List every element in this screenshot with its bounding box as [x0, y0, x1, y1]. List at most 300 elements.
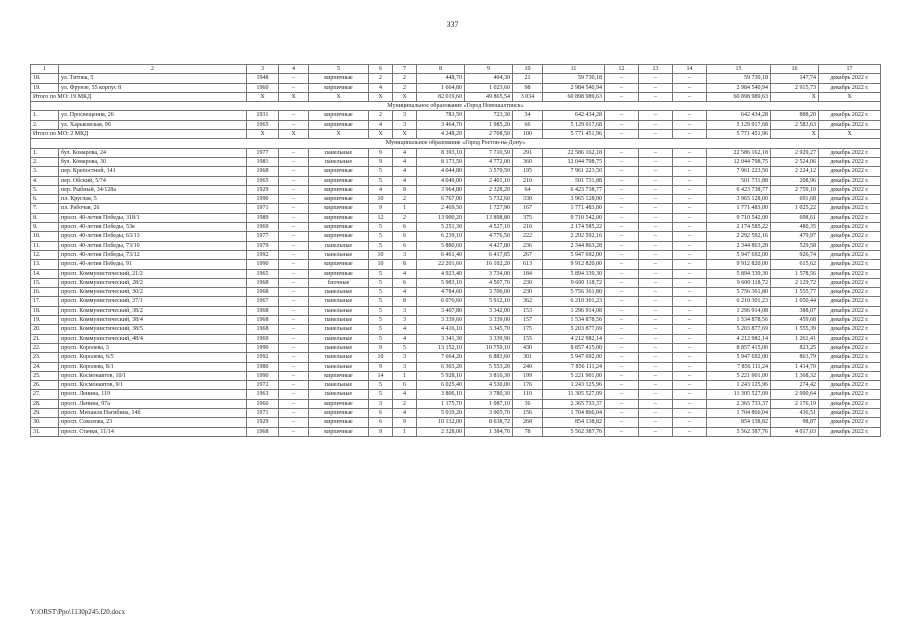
- table-cell: 4 530,00: [465, 381, 513, 390]
- table-cell: –: [605, 176, 639, 185]
- table-cell: –: [605, 278, 639, 287]
- table-cell: –: [279, 325, 309, 334]
- table-cell: декабрь 2022 г.: [819, 83, 881, 92]
- table-cell: 8 857 415,00: [543, 343, 605, 352]
- table-row: [31, 278, 881, 287]
- table-cell: –: [639, 250, 673, 259]
- table-cell: 4 772,00: [465, 157, 513, 166]
- table-cell: –: [639, 343, 673, 352]
- table-cell: –: [279, 241, 309, 250]
- table-cell: 4 776,50: [465, 232, 513, 241]
- table-cell: кирпичные: [309, 418, 369, 427]
- municipality-section-row: [31, 102, 881, 111]
- table-cell: 1948: [247, 74, 279, 83]
- table-cell: 176: [513, 381, 543, 390]
- table-cell: кирпичные: [309, 408, 369, 417]
- table-cell: 4: [393, 288, 417, 297]
- table-cell: 268: [513, 418, 543, 427]
- table-cell: 2 344 863,28: [543, 241, 605, 250]
- table-cell: 6.: [31, 195, 59, 204]
- table-cell: 501 731,88: [543, 176, 605, 185]
- table-cell: кирпичные: [309, 176, 369, 185]
- total-label: Итого по МО: 2 МКД: [31, 130, 247, 139]
- table-cell: –: [673, 83, 707, 92]
- table-cell: –: [673, 185, 707, 194]
- table-cell: –: [605, 427, 639, 436]
- table-cell: 110: [513, 390, 543, 399]
- table-cell: –: [279, 390, 309, 399]
- table-cell: 1989: [247, 213, 279, 222]
- table-cell: 184: [513, 269, 543, 278]
- table-row: [31, 204, 881, 213]
- table-cell: 155: [513, 334, 543, 343]
- table-cell: 2 401,10: [465, 176, 513, 185]
- table-cell: 22 201,60: [417, 260, 465, 269]
- table-cell: 1 771 483,00: [707, 204, 771, 213]
- table-cell: 5 203 877,69: [543, 325, 605, 334]
- table-cell: –: [605, 381, 639, 390]
- table-cell: просп. Королева, 8/1: [59, 362, 247, 371]
- total-cell: X: [309, 92, 369, 101]
- table-cell: 3: [393, 353, 417, 362]
- table-cell: –: [279, 223, 309, 232]
- table-cell: –: [639, 278, 673, 287]
- table-cell: –: [279, 427, 309, 436]
- table-cell: 5 129 017,68: [543, 120, 605, 129]
- table-cell: –: [639, 111, 673, 120]
- table-cell: 3 816,30: [465, 371, 513, 380]
- table-cell: 8: [393, 297, 417, 306]
- total-label: Итого по МО: 19 МКД: [31, 92, 247, 101]
- table-cell: 3 734,00: [465, 269, 513, 278]
- table-cell: 2 129,72: [771, 278, 819, 287]
- table-cell: 5 221 901,00: [543, 371, 605, 380]
- table-row: [31, 399, 881, 408]
- table-cell: –: [673, 204, 707, 213]
- table-cell: 4 507,70: [465, 278, 513, 287]
- table-cell: панельные: [309, 325, 369, 334]
- column-number-cell: 10: [513, 65, 543, 74]
- table-cell: 8 393,10: [417, 148, 465, 157]
- table-cell: 4: [393, 176, 417, 185]
- table-cell: –: [673, 167, 707, 176]
- table-cell: 5 928,10: [417, 371, 465, 380]
- table-cell: 1 243 125,96: [707, 381, 771, 390]
- table-cell: 1979: [247, 241, 279, 250]
- table-cell: просп. Коммунистический, 38/4: [59, 316, 247, 325]
- table-cell: панельные: [309, 157, 369, 166]
- table-cell: 24.: [31, 362, 59, 371]
- total-cell: 60 898 989,63: [543, 92, 605, 101]
- table-cell: 195: [513, 167, 543, 176]
- table-cell: 2 469,50: [417, 204, 465, 213]
- table-cell: 6 883,60: [465, 353, 513, 362]
- table-cell: –: [279, 120, 309, 129]
- table-cell: 5 562 387,76: [707, 427, 771, 436]
- table-cell: 3: [393, 120, 417, 129]
- table-cell: 9 912 820,00: [707, 260, 771, 269]
- table-cell: ул. Просвещения, 26: [59, 111, 247, 120]
- column-number-cell: 6: [369, 65, 393, 74]
- table-cell: 9: [369, 204, 393, 213]
- table-row: [31, 148, 881, 157]
- table-cell: –: [673, 325, 707, 334]
- table-cell: 5 221 901,00: [707, 371, 771, 380]
- table-cell: панельные: [309, 334, 369, 343]
- table-cell: декабрь 2022 г.: [819, 204, 881, 213]
- table-cell: –: [639, 241, 673, 250]
- table-cell: –: [639, 213, 673, 222]
- table-cell: –: [605, 232, 639, 241]
- table-cell: 3 579,50: [465, 167, 513, 176]
- table-cell: –: [673, 427, 707, 436]
- table-cell: декабрь 2022 г.: [819, 185, 881, 194]
- column-number-cell: 12: [605, 65, 639, 74]
- table-cell: просп. 40-летия Победы, 73/10: [59, 241, 247, 250]
- column-number-cell: 15: [707, 65, 771, 74]
- table-cell: –: [639, 418, 673, 427]
- table-cell: 59 730,18: [543, 74, 605, 83]
- table-cell: 4 212 982,14: [707, 334, 771, 343]
- table-cell: 4: [393, 334, 417, 343]
- table-row: [31, 260, 881, 269]
- table-cell: –: [605, 306, 639, 315]
- table-cell: 6 303,20: [417, 362, 465, 371]
- table-cell: 1990: [247, 260, 279, 269]
- table-cell: –: [673, 362, 707, 371]
- table-cell: 8 638,72: [465, 418, 513, 427]
- table-cell: –: [639, 288, 673, 297]
- table-cell: –: [605, 213, 639, 222]
- table-cell: декабрь 2022 г.: [819, 74, 881, 83]
- total-cell: X: [369, 130, 393, 139]
- table-cell: 1965: [247, 120, 279, 129]
- table-cell: 1 023,60: [465, 83, 513, 92]
- table-cell: 1990: [247, 343, 279, 352]
- total-cell: –: [673, 92, 707, 101]
- table-cell: 5: [369, 316, 393, 325]
- table-cell: 1 771 483,00: [543, 204, 605, 213]
- table-cell: 26.: [31, 381, 59, 390]
- table-cell: 7 961 223,50: [543, 167, 605, 176]
- table-cell: 5: [369, 241, 393, 250]
- table-cell: 1931: [247, 111, 279, 120]
- table-cell: 5 947 692,00: [707, 250, 771, 259]
- table-cell: декабрь 2022 г.: [819, 157, 881, 166]
- table-cell: 22 586 162,18: [707, 148, 771, 157]
- table-cell: 23.: [31, 353, 59, 362]
- table-cell: 19.: [31, 316, 59, 325]
- table-cell: –: [605, 371, 639, 380]
- table-cell: –: [605, 418, 639, 427]
- table-cell: 854 138,82: [707, 418, 771, 427]
- table-cell: 5: [369, 325, 393, 334]
- table-cell: 1 578,56: [771, 269, 819, 278]
- column-number-cell: 11: [543, 65, 605, 74]
- table-cell: –: [279, 260, 309, 269]
- table-cell: –: [605, 408, 639, 417]
- table-cell: 3.: [31, 167, 59, 176]
- table-cell: 1971: [247, 204, 279, 213]
- table-cell: 9 912 820,00: [543, 260, 605, 269]
- table-cell: 5: [369, 269, 393, 278]
- table-cell: –: [605, 390, 639, 399]
- table-cell: 2 176,19: [771, 399, 819, 408]
- table-cell: 436,51: [771, 408, 819, 417]
- table-cell: просп. Михаила Нагибина, 14б: [59, 408, 247, 417]
- table-cell: 5: [369, 167, 393, 176]
- table-cell: 8: [393, 260, 417, 269]
- table-cell: 6: [369, 408, 393, 417]
- table-cell: 375: [513, 213, 543, 222]
- municipality-title: Муниципальное образование «Город Новошахтинск»: [31, 102, 881, 111]
- table-row: [31, 418, 881, 427]
- table-cell: 9 600 118,72: [543, 278, 605, 287]
- table-cell: 2.: [31, 120, 59, 129]
- table-cell: –: [279, 334, 309, 343]
- table-cell: 2: [393, 195, 417, 204]
- table-cell: 6 461,40: [417, 250, 465, 259]
- table-cell: 1.: [31, 111, 59, 120]
- table-cell: –: [673, 250, 707, 259]
- total-cell: –: [605, 130, 639, 139]
- table-cell: блочные: [309, 278, 369, 287]
- table-cell: –: [279, 167, 309, 176]
- table-cell: панельные: [309, 288, 369, 297]
- table-cell: кирпичные: [309, 111, 369, 120]
- table-row: [31, 167, 881, 176]
- table-cell: 888,20: [771, 111, 819, 120]
- table-cell: 5: [369, 278, 393, 287]
- column-number-cell: 1: [31, 65, 59, 74]
- table-cell: 1 384,70: [465, 427, 513, 436]
- table-row: [31, 353, 881, 362]
- table-cell: –: [605, 269, 639, 278]
- table-cell: 25.: [31, 371, 59, 380]
- table-row: [31, 250, 881, 259]
- table-cell: кирпичные: [309, 185, 369, 194]
- table-cell: декабрь 2022 г.: [819, 325, 881, 334]
- table-cell: 1 664,80: [417, 83, 465, 92]
- table-cell: 20.: [31, 325, 59, 334]
- table-cell: 3 965 128,00: [707, 195, 771, 204]
- table-cell: декабрь 2022 г.: [819, 213, 881, 222]
- table-cell: 34: [513, 111, 543, 120]
- table-cell: –: [605, 148, 639, 157]
- table-cell: 642 434,28: [543, 111, 605, 120]
- table-cell: декабрь 2022 г.: [819, 260, 881, 269]
- table-cell: кирпичные: [309, 260, 369, 269]
- table-cell: –: [605, 297, 639, 306]
- table-cell: 5 880,60: [417, 241, 465, 250]
- table-cell: 9: [369, 427, 393, 436]
- table-cell: 1 368,32: [771, 371, 819, 380]
- table-cell: 222: [513, 232, 543, 241]
- table-cell: декабрь 2022 г.: [819, 278, 881, 287]
- table-cell: 7 856 111,24: [543, 362, 605, 371]
- table-cell: 1971: [247, 408, 279, 417]
- table-cell: –: [605, 120, 639, 129]
- table-cell: –: [639, 260, 673, 269]
- table-cell: –: [639, 269, 673, 278]
- table-cell: –: [673, 241, 707, 250]
- table-cell: –: [279, 418, 309, 427]
- table-cell: 3 407,80: [417, 306, 465, 315]
- table-cell: пер. Обский, 5/74: [59, 176, 247, 185]
- table-cell: декабрь 2022 г.: [819, 362, 881, 371]
- table-cell: –: [673, 343, 707, 352]
- page-number: 337: [446, 20, 459, 29]
- table-cell: –: [279, 371, 309, 380]
- total-cell: 2 708,50: [465, 130, 513, 139]
- table-cell: панельные: [309, 353, 369, 362]
- table-cell: –: [279, 185, 309, 194]
- table-cell: 2 174 585,22: [543, 223, 605, 232]
- table-cell: 1960: [247, 83, 279, 92]
- table-cell: 59 730,18: [707, 74, 771, 83]
- table-cell: 175: [513, 325, 543, 334]
- table-cell: 153: [513, 306, 543, 315]
- table-cell: –: [639, 325, 673, 334]
- table-cell: просп. Коммунистический, 30/2: [59, 288, 247, 297]
- table-cell: –: [673, 148, 707, 157]
- table-cell: декабрь 2022 г.: [819, 399, 881, 408]
- table-cell: 6: [369, 418, 393, 427]
- table-cell: –: [673, 223, 707, 232]
- table-cell: 8.: [31, 213, 59, 222]
- table-cell: 1 050,44: [771, 297, 819, 306]
- table-cell: 823,25: [771, 343, 819, 352]
- total-cell: X: [279, 92, 309, 101]
- total-cell: –: [673, 130, 707, 139]
- table-cell: 230: [513, 278, 543, 287]
- table-cell: 21: [513, 74, 543, 83]
- table-cell: 1: [393, 204, 417, 213]
- table-cell: декабрь 2022 г.: [819, 195, 881, 204]
- table-cell: 210: [513, 176, 543, 185]
- table-cell: –: [673, 176, 707, 185]
- table-cell: –: [279, 297, 309, 306]
- table-cell: –: [673, 288, 707, 297]
- table-cell: 360: [513, 157, 543, 166]
- table-cell: 5: [393, 343, 417, 352]
- table-cell: декабрь 2022 г.: [819, 269, 881, 278]
- table-cell: 14.: [31, 269, 59, 278]
- total-cell: 49 865,54: [465, 92, 513, 101]
- table-cell: пер. Рыбный, 34/128а: [59, 185, 247, 194]
- table-cell: 5: [369, 232, 393, 241]
- table-cell: 7 710,50: [465, 148, 513, 157]
- table-cell: 9.: [31, 223, 59, 232]
- table-cell: 267: [513, 250, 543, 259]
- table-cell: кирпичные: [309, 399, 369, 408]
- table-cell: 210: [513, 223, 543, 232]
- table-cell: 27.: [31, 390, 59, 399]
- table-cell: 3 780,30: [465, 390, 513, 399]
- table-cell: 1977: [247, 232, 279, 241]
- total-cell: X: [819, 92, 881, 101]
- table-cell: пл. Круглая, 5: [59, 195, 247, 204]
- table-cell: 240: [513, 362, 543, 371]
- table-cell: 6 423 738,77: [543, 185, 605, 194]
- total-cell: 5 771 451,96: [707, 130, 771, 139]
- table-cell: пер. Крепостной, 141: [59, 167, 247, 176]
- table-cell: 13 898,80: [465, 213, 513, 222]
- table-cell: –: [279, 353, 309, 362]
- table-cell: 1 985,20: [465, 120, 513, 129]
- table-cell: декабрь 2022 г.: [819, 250, 881, 259]
- table-cell: 3 339,60: [417, 316, 465, 325]
- table-cell: декабрь 2022 г.: [819, 316, 881, 325]
- table-cell: 28.: [31, 399, 59, 408]
- table-cell: –: [605, 288, 639, 297]
- table-cell: декабрь 2022 г.: [819, 120, 881, 129]
- table-cell: декабрь 2022 г.: [819, 418, 881, 427]
- table-cell: просп. 40-летия Победы, 63/13: [59, 232, 247, 241]
- table-cell: –: [673, 306, 707, 315]
- table-cell: 4 416,10: [417, 325, 465, 334]
- table-cell: декабрь 2022 г.: [819, 111, 881, 120]
- table-cell: 6 423 738,77: [707, 185, 771, 194]
- table-cell: –: [673, 353, 707, 362]
- table-cell: 2 344 863,28: [707, 241, 771, 250]
- table-cell: просп. Королева, 6/5: [59, 353, 247, 362]
- table-cell: 12 044 798,75: [543, 157, 605, 166]
- table-cell: 5: [369, 223, 393, 232]
- table-cell: –: [605, 223, 639, 232]
- table-cell: 5.: [31, 185, 59, 194]
- table-row: [31, 362, 881, 371]
- table-cell: –: [279, 213, 309, 222]
- table-cell: 2 990,64: [771, 390, 819, 399]
- table-cell: –: [279, 408, 309, 417]
- table-cell: –: [639, 204, 673, 213]
- table-cell: 3: [369, 399, 393, 408]
- table-cell: 1972: [247, 381, 279, 390]
- table-cell: –: [639, 362, 673, 371]
- table-cell: –: [673, 232, 707, 241]
- table-cell: –: [639, 399, 673, 408]
- table-cell: 1: [393, 371, 417, 380]
- table-cell: кирпичные: [309, 269, 369, 278]
- table-cell: кирпичные: [309, 167, 369, 176]
- table-cell: 156: [513, 408, 543, 417]
- table-cell: 6 025,40: [417, 381, 465, 390]
- table-cell: –: [673, 316, 707, 325]
- table-cell: –: [639, 381, 673, 390]
- table-cell: 1992: [247, 250, 279, 259]
- table-cell: 199: [513, 371, 543, 380]
- table-cell: декабрь 2022 г.: [819, 297, 881, 306]
- table-cell: 147,74: [771, 74, 819, 83]
- table-cell: 4: [369, 120, 393, 129]
- table-cell: 4.: [31, 176, 59, 185]
- table-cell: 4: [393, 390, 417, 399]
- table-cell: 1969: [247, 334, 279, 343]
- table-cell: 1960: [247, 399, 279, 408]
- table-cell: панельные: [309, 390, 369, 399]
- table-cell: 863,79: [771, 353, 819, 362]
- table-cell: 6 417,85: [465, 250, 513, 259]
- table-cell: просп. Ленина, 97а: [59, 399, 247, 408]
- table-cell: 926,74: [771, 250, 819, 259]
- table-cell: 2 365 733,37: [707, 399, 771, 408]
- table-cell: 9: [369, 343, 393, 352]
- table-cell: 1: [393, 427, 417, 436]
- table-cell: 98: [513, 83, 543, 92]
- column-number-cell: 4: [279, 65, 309, 74]
- table-row: [31, 325, 881, 334]
